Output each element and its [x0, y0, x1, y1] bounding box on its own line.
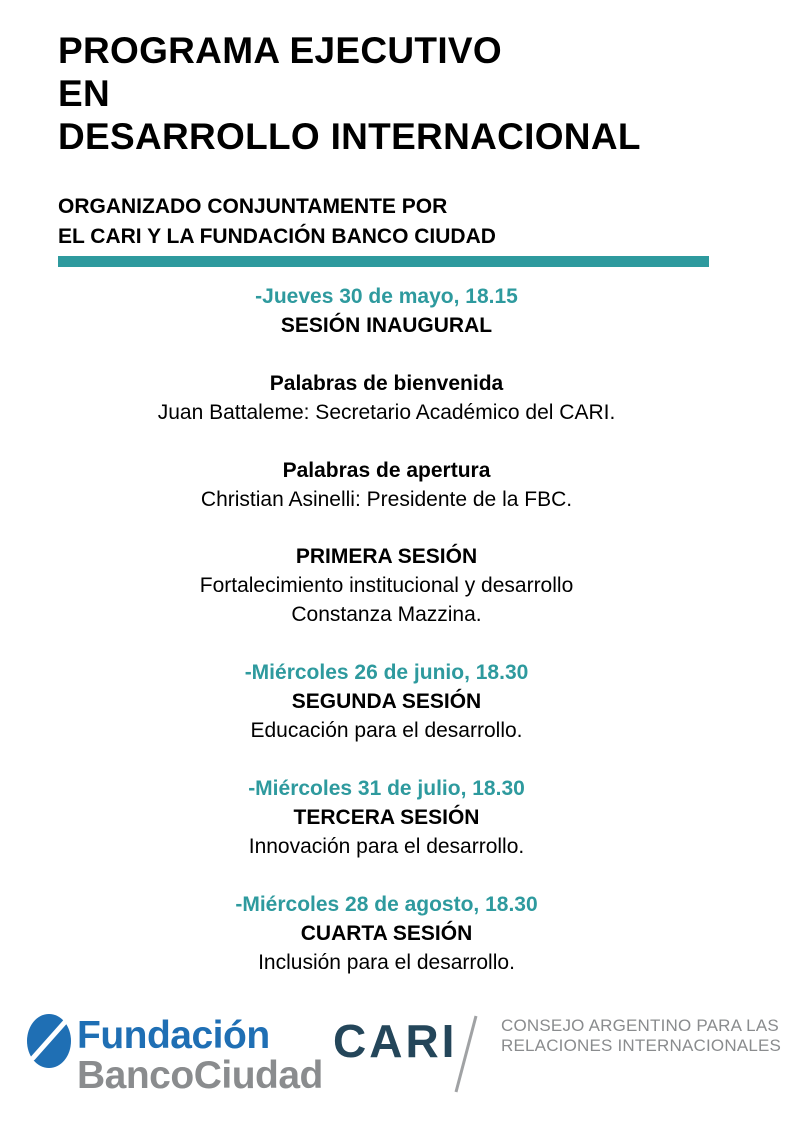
opening-heading: Palabras de apertura — [282, 458, 491, 482]
subtitle-line-2: EL CARI Y LA FUNDACIÓN BANCO CIUDAD — [58, 225, 496, 248]
session-2-title: SEGUNDA SESIÓN — [291, 690, 482, 714]
fundacion-banco-ciudad-logo-mark-icon — [25, 1012, 73, 1070]
title-line-2: EN — [58, 73, 110, 114]
opening-speaker: Christian Asinelli: Presidente de la FBC. — [200, 487, 573, 511]
title-line-3: DESARROLLO INTERNACIONAL — [58, 116, 641, 157]
cari-acronym: CARI — [333, 1015, 458, 1067]
session-1-title: SESIÓN INAUGURAL — [280, 314, 493, 337]
cari-logo — [333, 1008, 782, 1098]
fbc-name-line-2: BancoCiudad — [77, 1054, 323, 1097]
session-2-date: -Miércoles 26 de junio, 18.30 — [244, 661, 529, 685]
fbc-name-line-1: Fundación — [77, 1014, 270, 1057]
welcome-heading: Palabras de bienvenida — [269, 371, 504, 395]
session-4-date: -Miércoles 28 de agosto, 18.30 — [235, 892, 538, 916]
welcome-speaker: Juan Battaleme: Secretario Académico del CARI. — [157, 400, 616, 424]
sponsor-logos — [0, 1000, 794, 1110]
session-4-topic: Inclusión para el desarrollo. — [258, 950, 515, 974]
first-session-topic: Fortalecimiento institucional y desarrollo — [199, 574, 574, 598]
session-2-topic: Educación para el desarrollo. — [250, 719, 523, 743]
document-title — [58, 29, 641, 158]
session-3-title: TERCERA SESIÓN — [293, 805, 480, 829]
document-subtitle — [58, 192, 496, 252]
session-3-topic: Innovación para el desarrollo. — [248, 834, 525, 858]
first-session-heading: PRIMERA SESIÓN — [295, 545, 478, 569]
session-4-title: CUARTA SESIÓN — [300, 921, 473, 945]
session-1-date: -Jueves 30 de mayo, 18.15 — [255, 285, 518, 308]
session-3-date: -Miércoles 31 de julio, 18.30 — [248, 776, 525, 800]
program-schedule — [0, 282, 773, 977]
fundacion-banco-ciudad-logo — [25, 1010, 323, 1100]
slash-divider-icon — [451, 1014, 481, 1094]
cari-full-name — [501, 1016, 781, 1056]
teal-divider — [58, 256, 709, 267]
first-session-speaker: Constanza Mazzina. — [291, 603, 482, 627]
cari-name-line-1: CONSEJO ARGENTINO PARA LAS — [501, 1016, 779, 1035]
cari-name-line-2: RELACIONES INTERNACIONALES — [501, 1036, 782, 1055]
subtitle-line-1: ORGANIZADO CONJUNTAMENTE POR — [58, 195, 448, 218]
title-line-1: PROGRAMA EJECUTIVO — [58, 30, 502, 71]
